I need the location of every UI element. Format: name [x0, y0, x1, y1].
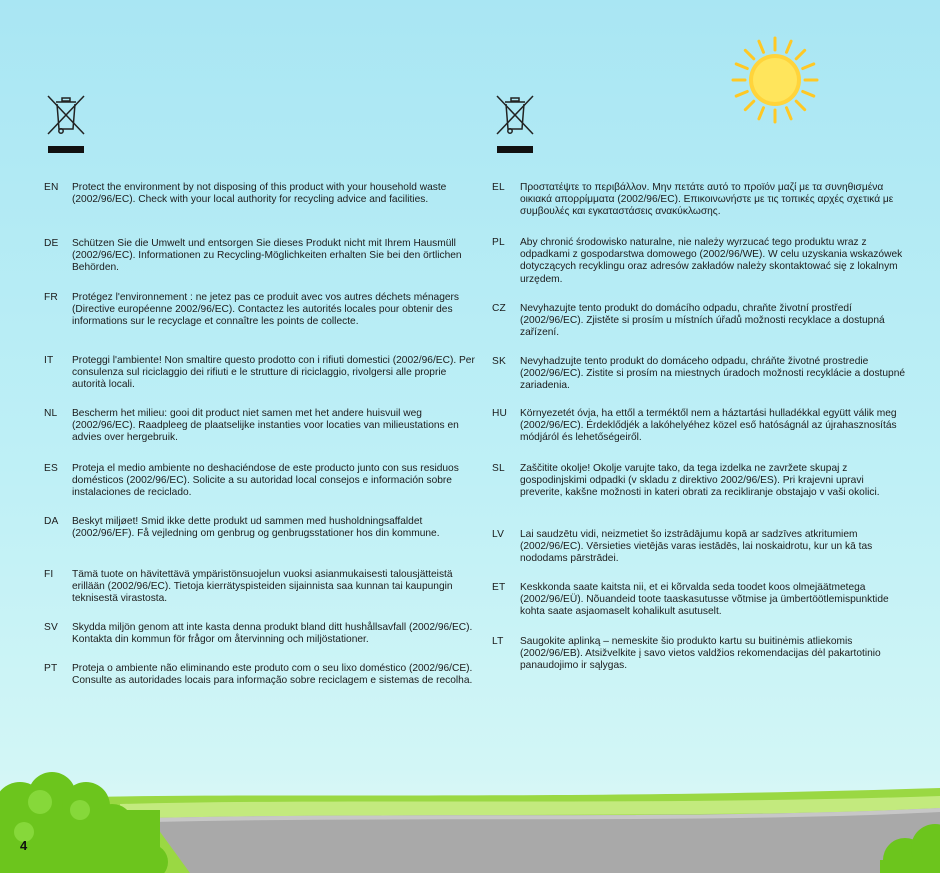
entry-sv — [40, 622, 480, 663]
disposal-text: Nevyhazujte tento produkt do domácího odpadu, chraňte životní prostředí (2002/96/EC). Zjistěte si prosím u místních úřadů možnosti recyklace a dostupná zařízení. — [520, 303, 885, 339]
entry-de — [40, 238, 480, 292]
language-code: IT — [44, 355, 54, 366]
disposal-text: Προστατέψτε το περιβάλλον. Μην πετάτε αυτό το προϊόν μαζί με τα συνηθισμένα οικιακά απορρίμματα (2002/96/EC). Επικοινωνήστε με τις τοπικές αρχές σχετικά με συμβουλές και εγκαταστάσεις ανακύκλωσης. — [520, 182, 894, 218]
language-code: SL — [492, 463, 505, 474]
crossed-out-wheelie-bin-icon — [44, 94, 88, 154]
language-code: SV — [44, 622, 58, 633]
language-code: DA — [44, 516, 59, 527]
entry-fi — [40, 569, 480, 622]
disposal-text: Skydda miljön genom att inte kasta denna produkt bland ditt hushållsavfall (2002/96/EC). Kontakta din kommun för frågor om återvinning och miljöstationer. — [72, 622, 473, 646]
landscape-illustration — [0, 740, 940, 873]
language-code: HU — [492, 408, 508, 419]
language-code: FR — [44, 292, 58, 303]
language-code: DE — [44, 238, 59, 249]
disposal-text: Tämä tuote on hävitettävä ympäristönsuojelun vuoksi asianmukaisesti talousjätteistä erillään (2002/96/EC). Tietoja kierrätyspisteiden sijainnista saa kunnan tai kaupungin teknisestä virastosta. — [72, 569, 453, 605]
disposal-text: Bescherm het milieu: gooi dit product niet samen met het andere huisvuil weg (2002/96/EC). Raadpleeg de plaatselijke instanties voor locaties van milieustations en advies over hergebruik. — [72, 408, 459, 444]
language-code: ET — [492, 582, 506, 593]
disposal-text: Saugokite aplinką – nemeskite šio produkto kartu su buitinėmis atliekomis (2002/96/EB). Atsižvelkite į savo vietos valdžios rekomendacijas dėl pakartotinio panaudojimo ir sąlygas. — [520, 636, 881, 672]
entry-pl — [488, 237, 908, 303]
disposal-text: Keskkonda saate kaitsta nii, et ei kõrvalda seda toodet koos olmejäätmetega (2002/96/EÜ). Nõuandeid toote taaskasutusse võtmise ja ümbertöötlemispunktide kohta saate asjaomaselt kohalikult asutuselt. — [520, 582, 889, 618]
disposal-text: Beskyt miljøet! Smid ikke dette produkt ud sammen med husholdningsaffaldet (2002/96/EF). Få vejledning om genbrug og genbrugsstationer hos din kommune. — [72, 516, 440, 540]
language-code: SK — [492, 356, 506, 367]
entry-sl — [488, 463, 908, 529]
sun-icon — [725, 30, 825, 130]
disposal-text: Schützen Sie die Umwelt und entsorgen Sie dieses Produkt nicht mit Ihrem Hausmüll (2002/96/EC). Informationen zu Recycling-Möglichkeiten erhalten Sie bei den örtlichen Behörden. — [72, 238, 462, 274]
entry-lt — [488, 636, 908, 673]
disposal-text: Lai saudzētu vidi, neizmetiet šo izstrādājumu kopā ar sadzīves atkritumiem (2002/96/EC). Vērsieties vietējās varas iestādēs, lai noskaidrotu, kur un kā tas nododams pārstrādei. — [520, 529, 873, 565]
language-code: EN — [44, 182, 59, 193]
disposal-text: Aby chronić środowisko naturalne, nie należy wyrzucać tego produktu wraz z odpadkami z gospodarstwa domowego (2002/96/WE). W celu uzyskania wskazówek dotyczących recyklingu oraz adresów zakładów należy skontaktować się z lokalnym urzędem. — [520, 237, 903, 285]
disposal-text: Protect the environment by not disposing of this product with your household waste (2002/96/EC). Check with your local authority for recycling advice and facilities. — [72, 182, 447, 206]
entry-sk — [488, 356, 908, 408]
disposal-text: Proteja o ambiente não eliminando este produto com o seu lixo doméstico (2002/96/CE). Consulte as autoridades locais para informação sobre reciclagem e sistemas de recolha. — [72, 663, 473, 687]
language-code: LV — [492, 529, 505, 540]
entry-en — [40, 182, 480, 238]
language-code: EL — [492, 182, 505, 193]
entry-it — [40, 355, 480, 408]
entry-et — [488, 582, 908, 636]
entry-cz — [488, 303, 908, 356]
disposal-text: Protégez l'environnement : ne jetez pas ce produit avec vos autres déchets ménagers (Directive européenne 2002/96/EC). Contactez les autorités locales pour obtenir des informations sur le recyclage et connaître les points de collecte. — [72, 292, 460, 328]
entry-el — [488, 182, 908, 237]
language-code: PT — [44, 663, 58, 674]
left-disposal-column — [40, 182, 480, 687]
language-code: CZ — [492, 303, 506, 314]
entry-es — [40, 463, 480, 516]
crossed-out-wheelie-bin-icon — [493, 94, 537, 154]
language-code: NL — [44, 408, 58, 419]
entry-hu — [488, 408, 908, 463]
disposal-text: Proteja el medio ambiente no deshaciéndose de este producto junto con sus residuos domésticos (2002/96/EC). Solicite a su autoridad local consejos e información sobre instalaciones de reciclado. — [72, 463, 459, 499]
disposal-text: Nevyhadzujte tento produkt do domáceho odpadu, chráňte životné prostredie (2002/96/EC). Zistite si prosím na miestnych úradoch možnosti recyklácie a dostupné zariadenia. — [520, 356, 906, 392]
entry-nl — [40, 408, 480, 463]
language-code: LT — [492, 636, 504, 647]
right-disposal-column — [488, 182, 908, 673]
entry-da — [40, 516, 480, 569]
disposal-text: Zaščitite okolje! Okolje varujte tako, da tega izdelka ne zavržete skupaj z gospodinjskimi odpadki (v skladu z direktivo 2002/96/ES). Pri krajevni upravi preverite, kakšne možnosti in kateri obrati za recikliranje obstajajo v vaši okolici. — [520, 463, 880, 499]
language-code: FI — [44, 569, 54, 580]
language-code: PL — [492, 237, 505, 248]
disposal-text: Proteggi l'ambiente! Non smaltire questo prodotto con i rifiuti domestici (2002/96/EC). Per consulenza sul riciclaggio dei rifiuti e le strutture di riciclaggio, rivolgersi alle proprie autorità locali. — [72, 355, 475, 391]
disposal-text: Környezetét óvja, ha ettől a terméktől nem a háztartási hulladékkal együtt válik meg (2002/96/EC). Érdeklődjék a lakóhelyéhez közel eső hatóságnál az újrahasznosítás módjáról és lehetőségeiről. — [520, 408, 897, 444]
entry-fr — [40, 292, 480, 355]
entry-pt — [40, 663, 480, 687]
page-number: 4 — [20, 838, 28, 853]
language-code: ES — [44, 463, 58, 474]
entry-lv — [488, 529, 908, 582]
